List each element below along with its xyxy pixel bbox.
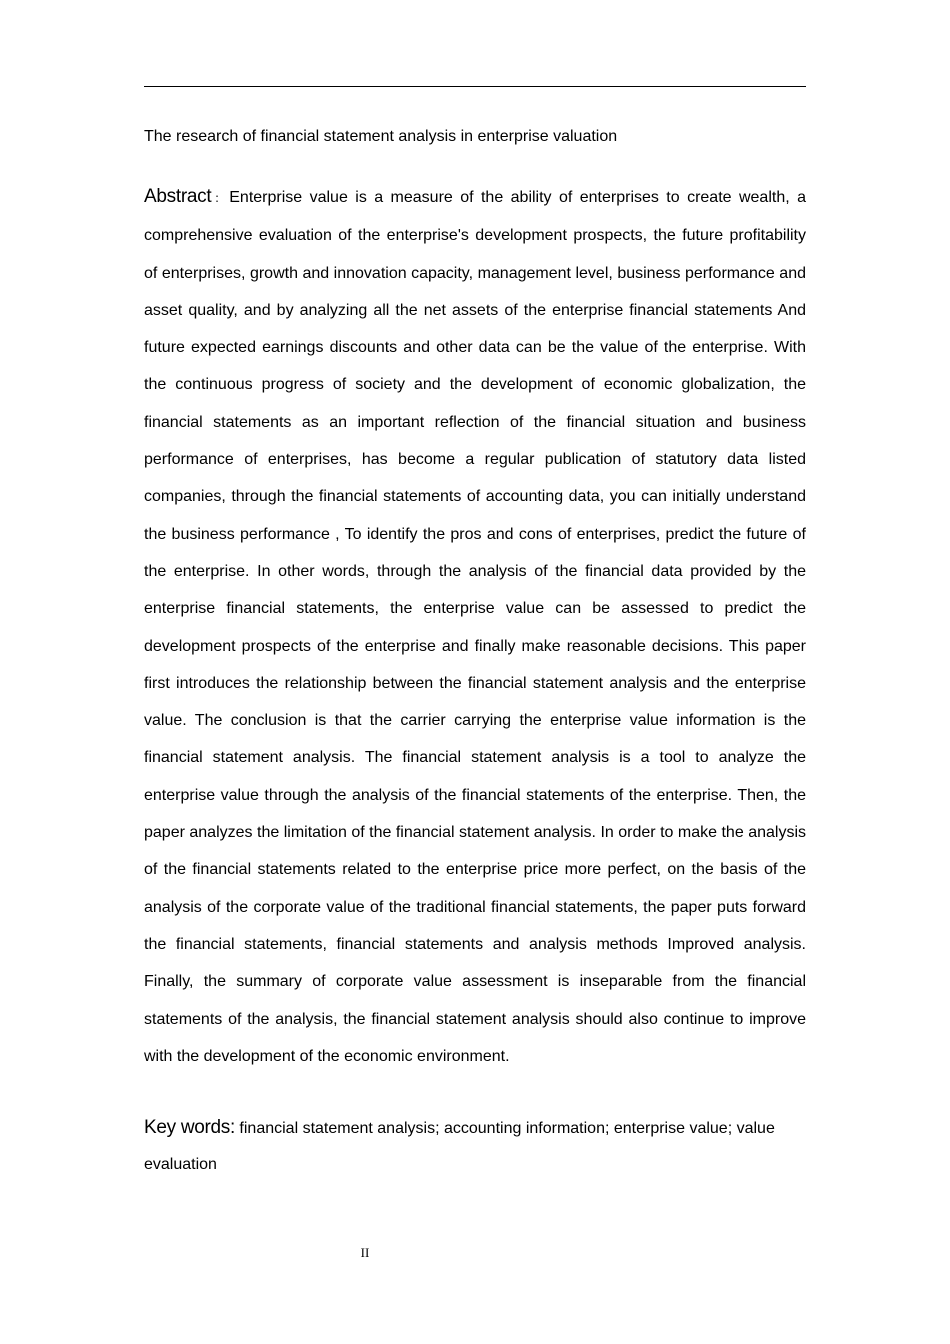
page-number: II bbox=[360, 1245, 370, 1260]
abstract-label: Abstract bbox=[144, 186, 212, 207]
paper-title: The research of financial statement analysis in enterprise valuation bbox=[144, 128, 618, 145]
abstract-text: Enterprise value is a measure of the ability of enterprises to create wealth, a comprehensive evaluation of the enterprise's development prospects, the future profitability of enterprises, growth and innovation capacity, management level, business performance and asset quality, and by analyzing all the net assets of the enterprise financial statements And future expected earnings discounts and other data can be the value of the enterprise. With the continuous progress of society and the development of economic globalization, the financial statements as an important reflection of the financial situation and business performance of enterprises, has become a regular publication of statutory data listed companies, through the financial statements of accounting data, you can initially understand the business performance , To identify the pros and cons of enterprises, predict the future of the enterprise. In other words, through the analysis of the financial data provided by the enterprise financial statements, the enterprise value can be assessed to predict the development prospects of the enterprise and finally make reasonable decisions. This paper first introduces the relationship between the financial statement analysis and the enterprise value. The conclusion is that the carrier carrying the enterprise value information is the financial statement analysis. The financial statement analysis is a tool to analyze the enterprise value through the analysis of the financial statements of the enterprise. Then, the paper analyzes the limitation of the financial statement analysis. In order to make the analysis of the financial statements related to the enterprise price more perfect, on the basis of the analysis of the corporate value of the traditional financial statements, the paper puts forward the financial statements, financial statements and analysis methods Improved analysis. Finally, the summary of corporate value assessment is inseparable from the financial statements of the analysis, the financial statement analysis should also continue to improve with the development of the economic environment. bbox=[144, 189, 806, 1065]
keywords-text: financial statement analysis; accounting information; enterprise value; value evaluation bbox=[144, 1120, 775, 1173]
header-rule bbox=[144, 86, 806, 87]
keywords-label: Key words: bbox=[144, 1117, 235, 1138]
abstract-paragraph bbox=[144, 178, 806, 1075]
keywords-paragraph bbox=[144, 1110, 806, 1183]
abstract-separator: ： bbox=[211, 191, 230, 205]
